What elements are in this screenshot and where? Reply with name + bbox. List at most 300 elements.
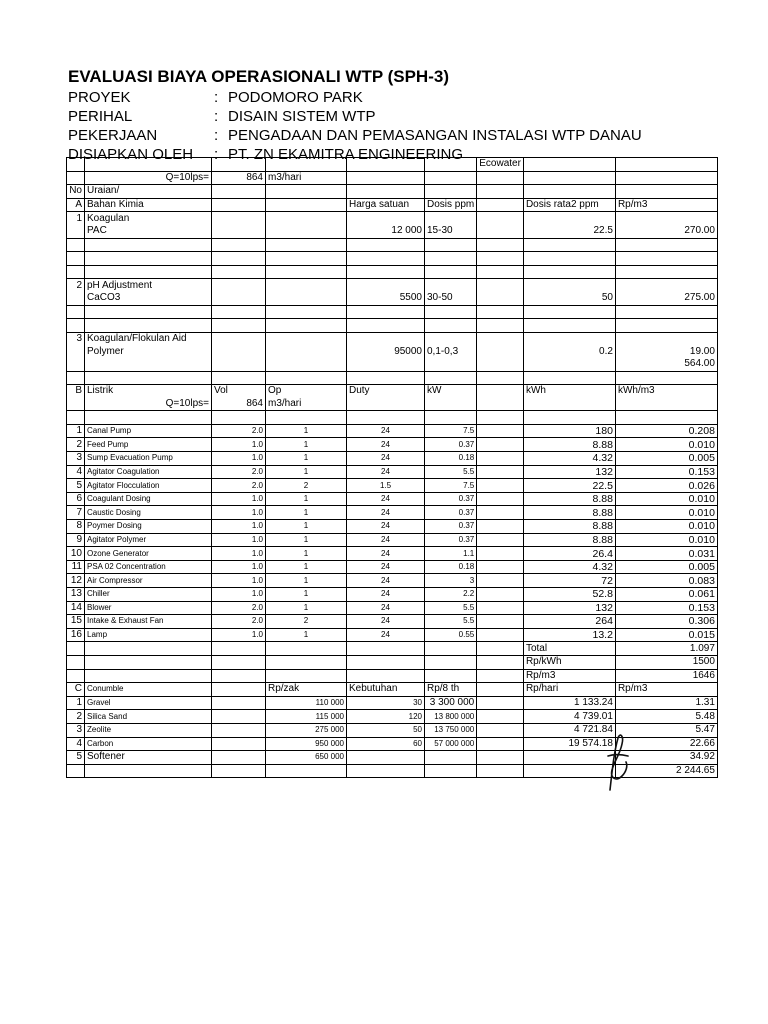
table-cell: 0.005 bbox=[615, 452, 717, 466]
table-cell: 5.5 bbox=[425, 601, 477, 615]
table-cell bbox=[477, 438, 524, 452]
table-cell: 8.88 bbox=[523, 438, 615, 452]
table-cell: 24 bbox=[347, 547, 425, 561]
table-cell bbox=[85, 669, 212, 683]
table-cell bbox=[477, 574, 524, 588]
table-cell: PSA 02 Concentration bbox=[85, 560, 212, 574]
table-cell: 3 bbox=[67, 452, 85, 466]
table-cell: CaCO3 bbox=[85, 292, 212, 305]
table-cell: 24 bbox=[347, 588, 425, 602]
table-row bbox=[67, 185, 718, 199]
table-cell bbox=[85, 358, 212, 371]
table-cell: Conumble bbox=[85, 683, 212, 697]
document-title: EVALUASI BIAYA OPERASIONALI WTP (SPH-3) bbox=[68, 67, 449, 86]
table-row bbox=[67, 305, 718, 319]
table-cell: 2.0 bbox=[212, 615, 266, 629]
table-cell: 30-50 bbox=[425, 292, 477, 305]
table-cell bbox=[266, 212, 347, 225]
table-cell bbox=[477, 358, 524, 371]
table-cell: Lamp bbox=[85, 628, 212, 642]
table-cell: Chiller bbox=[85, 588, 212, 602]
table-cell: 864 bbox=[212, 398, 266, 411]
table-cell bbox=[425, 238, 477, 252]
table-cell bbox=[477, 424, 524, 438]
table-cell: Rp/m3 bbox=[615, 683, 717, 697]
table-cell: Agitator Coagulation bbox=[85, 465, 212, 479]
table-cell: 24 bbox=[347, 438, 425, 452]
table-cell: 2.0 bbox=[212, 601, 266, 615]
table-cell: Kebutuhan bbox=[347, 683, 425, 697]
table-cell bbox=[477, 411, 524, 425]
table-cell bbox=[477, 506, 524, 520]
table-cell: kWh bbox=[523, 385, 615, 398]
table-cell: 270.00 bbox=[615, 225, 717, 238]
table-cell bbox=[477, 319, 524, 333]
table-cell: 5.47 bbox=[615, 723, 717, 737]
table-cell: 0.37 bbox=[425, 533, 477, 547]
table-cell: 19 574.18 bbox=[523, 737, 615, 751]
table-cell: 1.0 bbox=[212, 560, 266, 574]
table-cell bbox=[266, 669, 347, 683]
table-row bbox=[67, 279, 718, 292]
table-cell bbox=[347, 238, 425, 252]
table-cell: No bbox=[67, 185, 85, 199]
table-cell bbox=[523, 398, 615, 411]
table-row bbox=[67, 628, 718, 642]
table-cell: Softener bbox=[85, 751, 212, 765]
table-cell: 50 bbox=[347, 723, 425, 737]
table-cell bbox=[615, 265, 717, 279]
table-cell bbox=[477, 723, 524, 737]
table-cell: 13 bbox=[67, 588, 85, 602]
table-cell: Ozone Generator bbox=[85, 547, 212, 561]
table-cell bbox=[425, 252, 477, 266]
table-cell: Rp/zak bbox=[266, 683, 347, 697]
table-cell bbox=[477, 492, 524, 506]
table-cell: 0.37 bbox=[425, 520, 477, 534]
table-cell: 13 800 000 bbox=[425, 710, 477, 724]
table-row bbox=[67, 319, 718, 333]
table-cell bbox=[347, 358, 425, 371]
table-cell: 1 bbox=[266, 452, 347, 466]
table-row bbox=[67, 398, 718, 411]
table-cell bbox=[85, 764, 212, 778]
table-cell: 4.32 bbox=[523, 452, 615, 466]
table-cell bbox=[425, 305, 477, 319]
table-cell bbox=[615, 319, 717, 333]
table-cell: Koagulan/Flokulan Aid bbox=[85, 332, 212, 345]
table-cell: 1.0 bbox=[212, 628, 266, 642]
table-cell: 16 bbox=[67, 628, 85, 642]
meta-value: DISAIN SISTEM WTP bbox=[228, 108, 376, 125]
table-cell: 1.0 bbox=[212, 588, 266, 602]
table-cell: Carbon bbox=[85, 737, 212, 751]
table-cell bbox=[85, 655, 212, 669]
table-cell bbox=[212, 655, 266, 669]
table-cell: 2 bbox=[67, 710, 85, 724]
table-cell bbox=[477, 371, 524, 385]
table-cell: 0.18 bbox=[425, 452, 477, 466]
table-cell: 115 000 bbox=[266, 710, 347, 724]
table-cell bbox=[477, 398, 524, 411]
table-cell: 0.010 bbox=[615, 492, 717, 506]
table-cell: 2 bbox=[266, 615, 347, 629]
meta-colon: : bbox=[214, 127, 219, 144]
table-cell: 50 bbox=[523, 292, 615, 305]
table-cell: 0.061 bbox=[615, 588, 717, 602]
table-row bbox=[67, 479, 718, 493]
table-cell: 57 000 000 bbox=[425, 737, 477, 751]
table-row bbox=[67, 696, 718, 710]
table-cell bbox=[615, 185, 717, 199]
table-cell: 1 bbox=[266, 533, 347, 547]
table-row bbox=[67, 710, 718, 724]
table-cell bbox=[212, 279, 266, 292]
table-cell bbox=[266, 158, 347, 172]
table-cell bbox=[212, 710, 266, 724]
meta-colon: : bbox=[214, 146, 219, 163]
meta-value: PODOMORO PARK bbox=[228, 89, 363, 106]
table-cell bbox=[477, 305, 524, 319]
table-row bbox=[67, 424, 718, 438]
table-cell: 1.0 bbox=[212, 492, 266, 506]
table-cell: 22.5 bbox=[523, 479, 615, 493]
table-cell bbox=[477, 669, 524, 683]
table-cell bbox=[67, 319, 85, 333]
table-cell: 4 739.01 bbox=[523, 710, 615, 724]
table-row bbox=[67, 560, 718, 574]
table-cell: 1 bbox=[266, 588, 347, 602]
table-cell bbox=[425, 751, 477, 765]
table-cell: 1.0 bbox=[212, 533, 266, 547]
table-cell: 24 bbox=[347, 601, 425, 615]
table-cell bbox=[477, 737, 524, 751]
table-cell bbox=[347, 252, 425, 266]
table-cell bbox=[425, 332, 477, 345]
table-cell bbox=[347, 212, 425, 225]
table-cell bbox=[85, 265, 212, 279]
table-cell: 10 bbox=[67, 547, 85, 561]
table-cell bbox=[85, 411, 212, 425]
table-cell: pH Adjustment bbox=[85, 279, 212, 292]
table-cell: 950 000 bbox=[266, 737, 347, 751]
table-cell bbox=[67, 158, 85, 172]
table-cell bbox=[67, 171, 85, 185]
table-cell: PAC bbox=[85, 225, 212, 238]
table-cell: 1.0 bbox=[212, 520, 266, 534]
table-cell: Dosis ppm bbox=[425, 198, 477, 212]
table-cell: 275.00 bbox=[615, 292, 717, 305]
table-cell: 5 bbox=[67, 479, 85, 493]
table-cell bbox=[523, 265, 615, 279]
table-cell: 24 bbox=[347, 574, 425, 588]
table-row bbox=[67, 265, 718, 279]
table-cell: m3/hari bbox=[266, 398, 347, 411]
table-cell bbox=[266, 265, 347, 279]
table-cell: 2.0 bbox=[212, 424, 266, 438]
table-cell: 4 721.84 bbox=[523, 723, 615, 737]
table-cell: 3 300 000 bbox=[425, 696, 477, 710]
table-row bbox=[67, 438, 718, 452]
table-cell bbox=[347, 305, 425, 319]
table-cell: 1 bbox=[266, 492, 347, 506]
table-cell: Vol bbox=[212, 385, 266, 398]
table-cell bbox=[477, 238, 524, 252]
table-cell bbox=[425, 185, 477, 199]
table-row bbox=[67, 465, 718, 479]
table-cell bbox=[347, 319, 425, 333]
table-cell: 1 bbox=[266, 438, 347, 452]
table-cell bbox=[212, 265, 266, 279]
table-cell: kW bbox=[425, 385, 477, 398]
table-cell: 3 bbox=[67, 723, 85, 737]
table-cell bbox=[523, 371, 615, 385]
table-cell: 0.010 bbox=[615, 438, 717, 452]
table-cell bbox=[67, 411, 85, 425]
table-cell bbox=[347, 279, 425, 292]
table-cell bbox=[212, 696, 266, 710]
table-cell: Duty bbox=[347, 385, 425, 398]
meta-label: PERIHAL bbox=[68, 108, 133, 125]
table-cell bbox=[425, 212, 477, 225]
table-cell bbox=[85, 305, 212, 319]
table-cell bbox=[477, 764, 524, 778]
table-cell bbox=[523, 185, 615, 199]
table-cell bbox=[266, 292, 347, 305]
table-cell bbox=[523, 411, 615, 425]
table-cell: 1.31 bbox=[615, 696, 717, 710]
table-cell: 1 bbox=[266, 601, 347, 615]
table-cell bbox=[477, 696, 524, 710]
table-cell bbox=[615, 171, 717, 185]
table-cell: 22.5 bbox=[523, 225, 615, 238]
table-cell bbox=[425, 358, 477, 371]
table-cell: 60 bbox=[347, 737, 425, 751]
table-cell: Harga satuan bbox=[347, 198, 425, 212]
meta-value: PENGADAAN DAN PEMASANGAN INSTALASI WTP DANAU bbox=[228, 127, 642, 144]
table-cell: 5500 bbox=[347, 292, 425, 305]
table-cell bbox=[523, 358, 615, 371]
table-cell: A bbox=[67, 198, 85, 212]
table-cell bbox=[425, 158, 477, 172]
meta-label: PEKERJAAN bbox=[68, 127, 158, 144]
table-cell: 0.010 bbox=[615, 506, 717, 520]
table-cell: Caustic Dosing bbox=[85, 506, 212, 520]
table-cell: Koagulan bbox=[85, 212, 212, 225]
table-cell bbox=[477, 292, 524, 305]
table-cell: 2 244.65 bbox=[615, 764, 717, 778]
table-cell bbox=[266, 332, 347, 345]
table-cell: 72 bbox=[523, 574, 615, 588]
table-cell: 110 000 bbox=[266, 696, 347, 710]
table-cell bbox=[266, 198, 347, 212]
table-cell: 9 bbox=[67, 533, 85, 547]
table-cell: 1 bbox=[266, 506, 347, 520]
table-cell bbox=[85, 252, 212, 266]
table-cell bbox=[212, 411, 266, 425]
table-cell: 3 bbox=[67, 332, 85, 345]
table-cell: 0.2 bbox=[523, 345, 615, 358]
table-cell: Rp/m3 bbox=[523, 669, 615, 683]
table-cell: 24 bbox=[347, 465, 425, 479]
table-cell bbox=[477, 279, 524, 292]
table-cell: 0.026 bbox=[615, 479, 717, 493]
table-cell: Silica Sand bbox=[85, 710, 212, 724]
table-row bbox=[67, 238, 718, 252]
table-cell bbox=[67, 669, 85, 683]
table-cell bbox=[477, 385, 524, 398]
table-cell bbox=[85, 158, 212, 172]
table-row bbox=[67, 225, 718, 238]
table-cell: 132 bbox=[523, 465, 615, 479]
table-cell bbox=[477, 479, 524, 493]
table-cell: Op bbox=[266, 385, 347, 398]
table-cell bbox=[266, 238, 347, 252]
table-cell bbox=[212, 252, 266, 266]
table-cell bbox=[212, 683, 266, 697]
table-cell: 6 bbox=[67, 492, 85, 506]
table-cell bbox=[266, 225, 347, 238]
table-cell bbox=[615, 411, 717, 425]
table-cell: 24 bbox=[347, 452, 425, 466]
table-cell: Uraian/ bbox=[85, 185, 212, 199]
table-cell: Dosis rata2 ppm bbox=[523, 198, 615, 212]
table-cell: Rp/m3 bbox=[615, 198, 717, 212]
table-cell bbox=[67, 238, 85, 252]
table-cell: Ecowater bbox=[477, 158, 524, 172]
table-cell: 2 bbox=[67, 438, 85, 452]
table-cell: 8 bbox=[67, 520, 85, 534]
table-cell: 1.097 bbox=[615, 642, 717, 656]
table-cell: 1.0 bbox=[212, 452, 266, 466]
table-cell bbox=[477, 655, 524, 669]
table-cell bbox=[347, 655, 425, 669]
table-row bbox=[67, 371, 718, 385]
table-cell: 650 000 bbox=[266, 751, 347, 765]
table-cell: Coagulant Dosing bbox=[85, 492, 212, 506]
table-cell bbox=[523, 279, 615, 292]
table-cell: 95000 bbox=[347, 345, 425, 358]
table-row bbox=[67, 332, 718, 345]
table-row bbox=[67, 655, 718, 669]
table-cell bbox=[347, 751, 425, 765]
table-cell bbox=[523, 305, 615, 319]
table-cell: 5.48 bbox=[615, 710, 717, 724]
table-cell bbox=[477, 615, 524, 629]
table-cell bbox=[523, 212, 615, 225]
table-cell bbox=[212, 642, 266, 656]
table-row bbox=[67, 345, 718, 358]
table-cell: Agitator Flocculation bbox=[85, 479, 212, 493]
table-cell: 120 bbox=[347, 710, 425, 724]
table-cell bbox=[523, 158, 615, 172]
table-cell: Rp/8 th bbox=[425, 683, 477, 697]
table-cell bbox=[615, 238, 717, 252]
table-cell bbox=[425, 669, 477, 683]
table-cell: 4 bbox=[67, 465, 85, 479]
table-cell: 5.5 bbox=[425, 615, 477, 629]
table-cell bbox=[347, 398, 425, 411]
meta-colon: : bbox=[214, 108, 219, 125]
table-cell bbox=[212, 319, 266, 333]
table-cell bbox=[477, 533, 524, 547]
table-row bbox=[67, 547, 718, 561]
table-cell bbox=[85, 238, 212, 252]
table-row bbox=[67, 385, 718, 398]
table-cell: 15-30 bbox=[425, 225, 477, 238]
table-cell bbox=[67, 305, 85, 319]
table-cell bbox=[477, 710, 524, 724]
table-cell bbox=[212, 225, 266, 238]
table-cell: Gravel bbox=[85, 696, 212, 710]
table-cell bbox=[347, 642, 425, 656]
table-cell: Polymer bbox=[85, 345, 212, 358]
table-row bbox=[67, 506, 718, 520]
table-cell bbox=[347, 171, 425, 185]
table-cell bbox=[477, 198, 524, 212]
table-cell: 26.4 bbox=[523, 547, 615, 561]
table-cell bbox=[67, 358, 85, 371]
table-cell bbox=[266, 358, 347, 371]
cost-evaluation-table bbox=[66, 157, 718, 778]
table-row bbox=[67, 252, 718, 266]
table-cell: 2.0 bbox=[212, 465, 266, 479]
table-cell bbox=[347, 371, 425, 385]
table-cell: 1.0 bbox=[212, 506, 266, 520]
table-row bbox=[67, 642, 718, 656]
table-cell bbox=[212, 358, 266, 371]
table-cell bbox=[266, 305, 347, 319]
table-cell: C bbox=[67, 683, 85, 697]
table-cell: 8.88 bbox=[523, 520, 615, 534]
table-cell bbox=[266, 411, 347, 425]
table-cell bbox=[477, 332, 524, 345]
table-row bbox=[67, 198, 718, 212]
table-cell bbox=[425, 319, 477, 333]
table-cell: 24 bbox=[347, 628, 425, 642]
table-row bbox=[67, 492, 718, 506]
table-cell bbox=[212, 371, 266, 385]
table-cell bbox=[347, 265, 425, 279]
table-cell bbox=[477, 751, 524, 765]
table-cell bbox=[67, 292, 85, 305]
table-cell: 1.0 bbox=[212, 574, 266, 588]
table-cell bbox=[67, 642, 85, 656]
table-cell: Q=10lps= bbox=[85, 398, 212, 411]
table-cell bbox=[212, 764, 266, 778]
table-cell bbox=[347, 332, 425, 345]
table-cell: 14 bbox=[67, 601, 85, 615]
table-cell bbox=[425, 764, 477, 778]
table-cell: 2 bbox=[266, 479, 347, 493]
table-cell: 1 bbox=[67, 212, 85, 225]
table-cell: 4 bbox=[67, 737, 85, 751]
table-cell: 8.88 bbox=[523, 533, 615, 547]
table-cell bbox=[425, 411, 477, 425]
table-cell: Canal Pump bbox=[85, 424, 212, 438]
table-cell bbox=[425, 642, 477, 656]
table-cell bbox=[212, 332, 266, 345]
table-cell bbox=[477, 265, 524, 279]
table-cell bbox=[425, 265, 477, 279]
table-cell bbox=[212, 212, 266, 225]
table-cell bbox=[266, 319, 347, 333]
table-cell: 19.00 bbox=[615, 345, 717, 358]
table-cell bbox=[212, 158, 266, 172]
table-cell: 5.5 bbox=[425, 465, 477, 479]
table-cell: 180 bbox=[523, 424, 615, 438]
meta-value: PT. ZN EKAMITRA ENGINEERING bbox=[228, 146, 464, 163]
